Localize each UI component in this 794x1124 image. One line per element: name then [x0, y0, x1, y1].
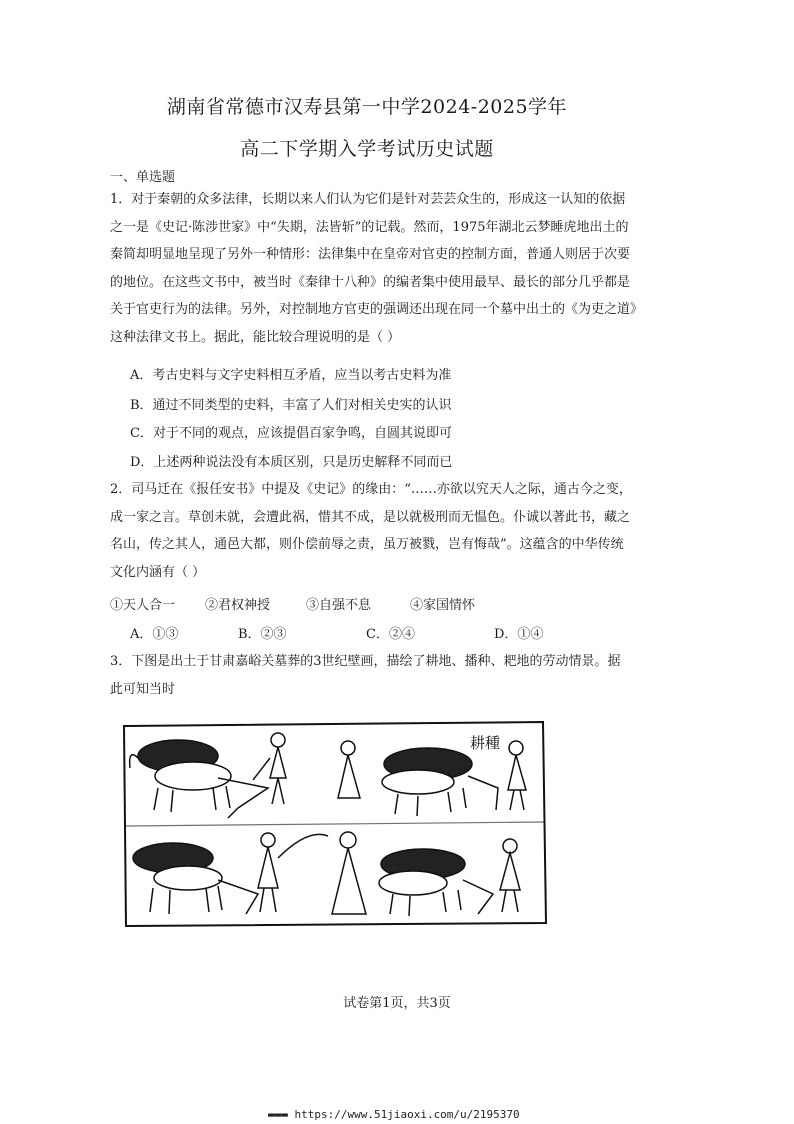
q1-line: 这种法律文书上。据此，能比较合理说明的是（ ）	[110, 329, 401, 345]
q2-item-2: ②君权神授	[205, 598, 271, 613]
q3-line: 此可知当时	[110, 681, 176, 697]
q1-option-b: B．通过不同类型的史料，丰富了人们对相关史实的认识	[130, 398, 452, 413]
q1-option-a: A．考古史料与文字史料相互矛盾，应当以考古史料为准	[130, 368, 452, 383]
watermark-url: ▬▬▬ https://www.51jiaoxi.com/u/2195370	[268, 1108, 520, 1121]
question-3-stem	[110, 648, 640, 703]
q2-option-a: A．①③	[130, 627, 179, 642]
tomb-mural-image	[118, 718, 548, 930]
q2-option-d: D．①④	[494, 627, 544, 642]
exam-title-line1: 湖南省常德市汉寿县第一中学2024-2025学年	[166, 96, 568, 118]
q1-line: 之一是《史记·陈涉世家》中“失期，法皆斩”的记载。然而，1975年湖北云梦睡虎地出土的	[110, 219, 629, 235]
q2-line: 2．司马迁在《报任安书》中提及《史记》的缘由：“……亦欲以究天人之际，通古今之变，	[110, 482, 632, 497]
page-footer: 试卷第1页，共3页	[343, 996, 451, 1011]
q1-line: 1．对于秦朝的众多法律，长期以来人们认为它们是针对芸芸众生的，形成这一认知的依据	[110, 192, 626, 207]
q1-line: 的地位。在这些文书中，被当时《秦律十八种》的编者集中使用最早、最长的部分几乎都是	[110, 274, 631, 290]
q1-line: 关于官吏行为的法律。另外，对控制地方官吏的强调还出现在同一个墓中出土的《为吏之道》	[110, 302, 644, 317]
q2-option-b: B．②③	[238, 627, 287, 642]
q1-line: 秦简却明显地呈现了另外一种情形：法律集中在皇帝对官吏的控制方面，普通人则居于次要	[110, 247, 631, 262]
mural-inscription: 耕種	[470, 734, 501, 752]
question-2-stem	[110, 476, 640, 586]
exam-title-line2: 高二下学期入学考试历史试题	[240, 138, 494, 160]
question-1-stem	[110, 186, 644, 351]
q2-item-1: ①天人合一	[110, 598, 176, 613]
q2-item-4: ④家国情怀	[410, 598, 476, 613]
section-heading: 一、单选题	[110, 170, 176, 185]
q2-line: 成一家之言。草创未就，会遭此祸，惜其不成，是以就极刑而无愠色。仆诚以著此书，藏之	[110, 509, 631, 525]
q1-option-d: D．上述两种说法没有本质区别，只是历史解释不同而已	[130, 455, 453, 470]
q1-option-c: C．对于不同的观点，应该提倡百家争鸣，自圆其说即可	[130, 426, 452, 441]
q2-line: 名山，传之其人，通邑大都，则仆偿前辱之责，虽万被戮，岂有悔哉”。这蕴含的中华传统	[110, 537, 624, 552]
q2-item-3: ③自强不息	[306, 598, 372, 613]
q2-option-c: C．②④	[366, 627, 415, 642]
q3-line: 3．下图是出土于甘肃嘉峪关墓葬的3世纪壁画，描绘了耕地、播种、耙地的劳动情景。据	[110, 654, 621, 669]
q2-line: 文化内涵有（ ）	[110, 564, 206, 580]
